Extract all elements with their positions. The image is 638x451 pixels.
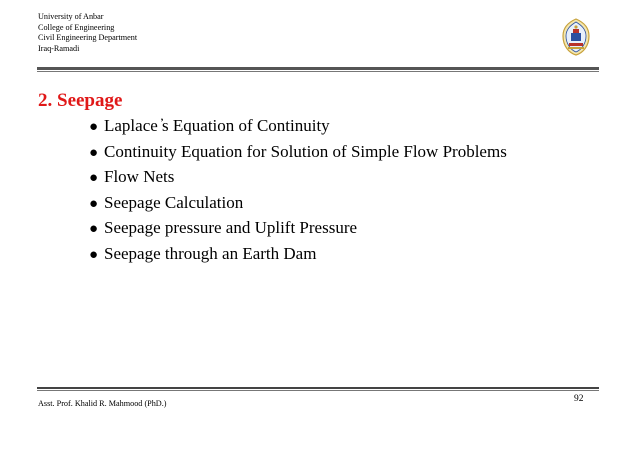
page-number: 92 bbox=[574, 394, 584, 404]
footer-author: Asst. Prof. Khalid R. Mahmood (PhD.) bbox=[38, 399, 167, 408]
institution-header bbox=[38, 12, 137, 54]
list-item: ● Seepage through an Earth Dam bbox=[89, 242, 507, 268]
section-title: 2. Seepage bbox=[38, 90, 123, 111]
bullet-icon: ● bbox=[89, 170, 99, 186]
header-college: College of Engineering bbox=[38, 22, 115, 32]
list-item: ● Continuity Equation for Solution of Simple Flow Problems bbox=[89, 140, 507, 166]
header-location: Iraq-Ramadi bbox=[38, 43, 80, 53]
bullet-icon: ● bbox=[89, 221, 99, 237]
bullet-icon: ● bbox=[89, 119, 99, 135]
list-item: ● Seepage Calculation bbox=[89, 191, 507, 217]
bullet-icon: ● bbox=[89, 195, 99, 212]
topic-list bbox=[89, 114, 507, 267]
header-divider bbox=[37, 67, 599, 70]
list-item: ● Laplace ̓s Equation of Continuity bbox=[89, 114, 507, 140]
header-university: University of Anbar bbox=[38, 12, 104, 21]
university-emblem-icon bbox=[561, 18, 591, 56]
list-item: ● Flow Nets bbox=[89, 165, 507, 191]
header-divider-thin bbox=[37, 71, 599, 72]
bullet-icon: ● bbox=[89, 144, 99, 161]
bullet-icon: ● bbox=[89, 246, 99, 263]
header-department: Civil Engineering Department bbox=[38, 33, 138, 43]
footer-divider-thin bbox=[37, 390, 599, 391]
footer-divider bbox=[37, 387, 599, 389]
list-item: ● Seepage pressure and Uplift Pressure bbox=[89, 216, 507, 242]
